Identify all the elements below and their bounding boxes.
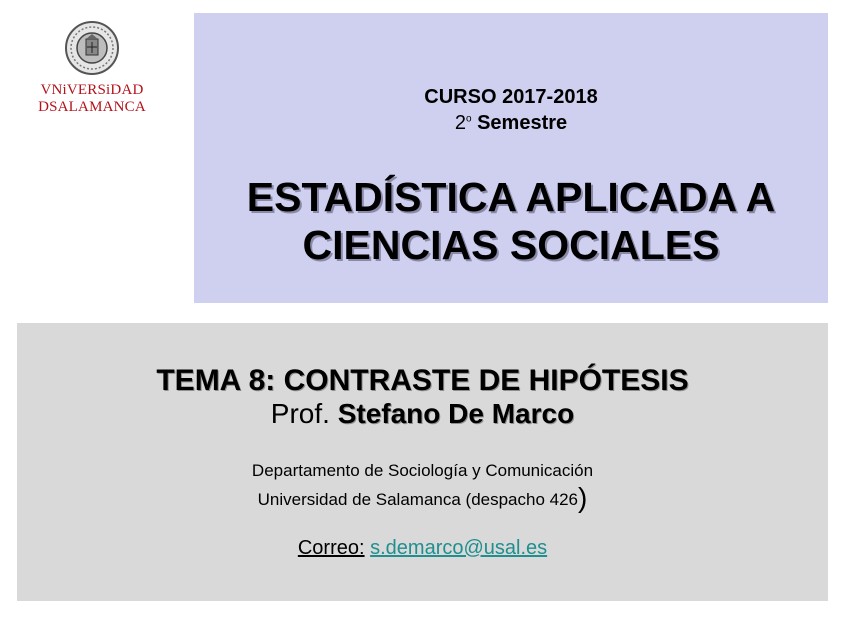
university-name-line1: VNiVERSiDAD xyxy=(40,82,144,98)
university-logo xyxy=(22,20,162,130)
subject-title xyxy=(194,173,828,269)
course-header-panel xyxy=(194,13,828,303)
semester xyxy=(194,112,828,135)
professor xyxy=(17,398,828,430)
course-year: CURSO 2017-2018 xyxy=(424,86,598,108)
department: Departamento de Sociología y Comunicación xyxy=(251,461,594,480)
email-line xyxy=(17,537,828,559)
email-label: Correo: xyxy=(297,537,365,559)
office-address xyxy=(17,482,828,513)
topic-details-panel xyxy=(17,323,828,601)
professor-prefix: Prof. xyxy=(270,398,330,429)
semester-ordinal: o xyxy=(465,113,472,125)
office-address-text: Universidad de Salamanca (despacho 426 xyxy=(257,490,579,509)
subject-title-line2: CIENCIAS SOCIALES xyxy=(302,222,720,268)
closing-paren: ) xyxy=(578,482,588,513)
topic-title: TEMA 8: CONTRASTE DE HIPÓTESIS xyxy=(156,364,689,397)
university-name-line2: DSALAMANCA xyxy=(38,99,146,115)
subject-title-line1: ESTADÍSTICA APLICADA A xyxy=(246,174,776,220)
semester-label: Semestre xyxy=(477,112,568,134)
university-seal-icon xyxy=(64,20,120,76)
email-link[interactable]: s.demarco@usal.es xyxy=(370,537,548,559)
professor-name: Stefano De Marco xyxy=(337,398,575,429)
semester-number: 2 xyxy=(454,112,466,134)
